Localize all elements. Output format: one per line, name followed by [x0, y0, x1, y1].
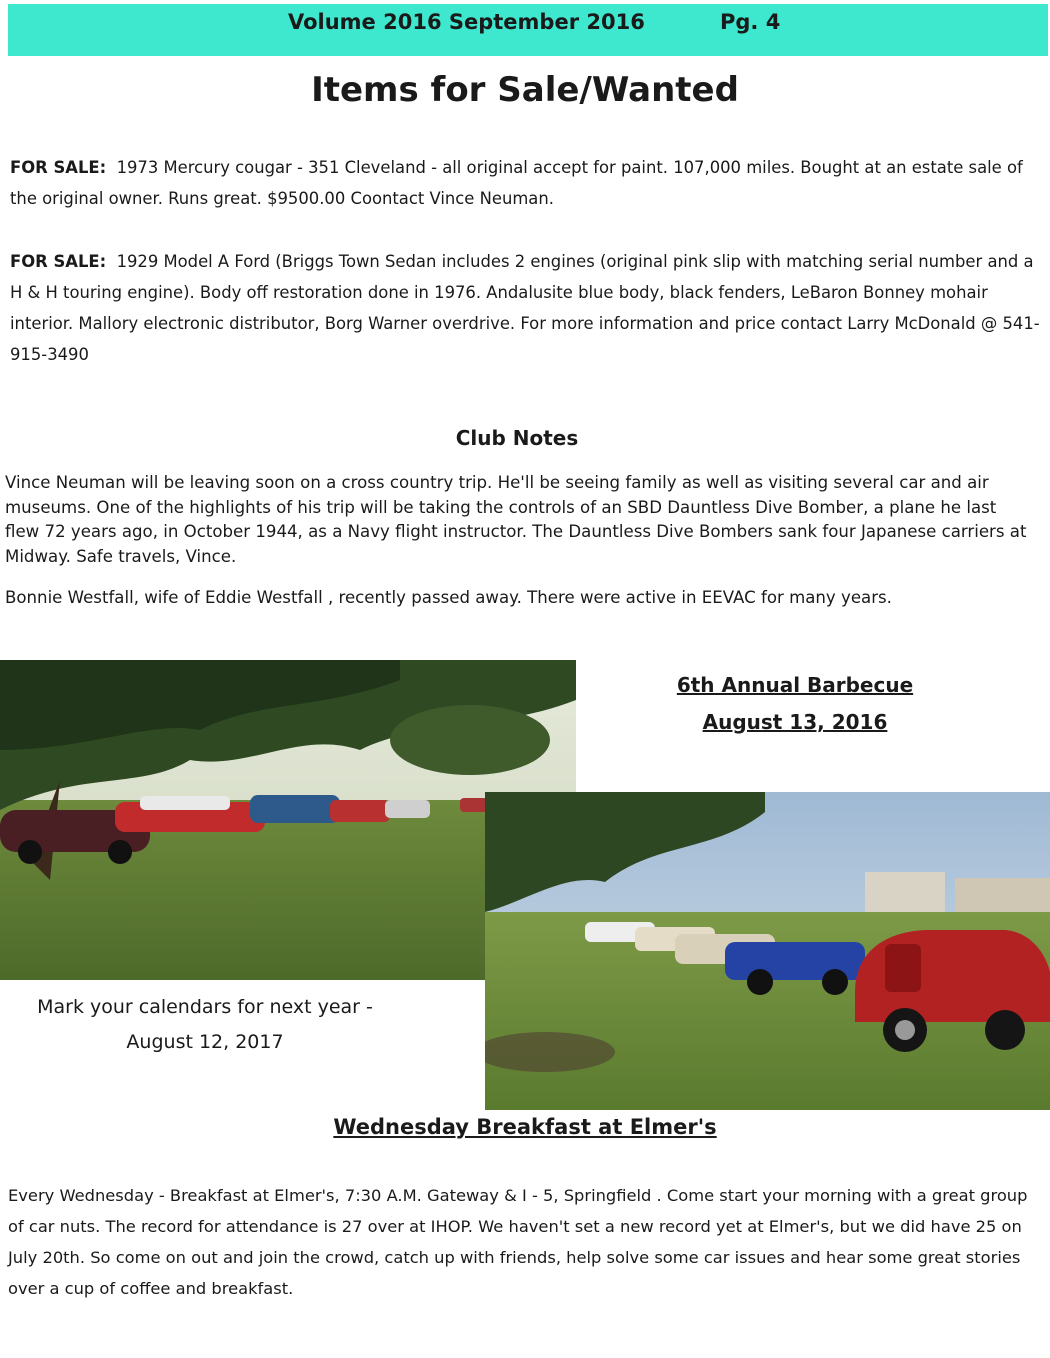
page-title: Items for Sale/Wanted [311, 70, 739, 110]
page-number: Pg. 4 [720, 10, 781, 34]
for-sale-label: FOR SALE: [10, 158, 107, 177]
for-sale-item-2 [10, 246, 1050, 370]
calendar-note: Mark your calendars for next year - August 12, 2017 [37, 996, 373, 1053]
header-bar [8, 4, 1048, 56]
barbecue-date: August 13, 2016 [702, 710, 888, 734]
barbecue-photo-car-lineup [485, 792, 1050, 1110]
for-sale-item-1 [10, 152, 1050, 214]
breakfast-heading: Wednesday Breakfast at Elmer's [333, 1115, 717, 1139]
club-note-2: Bonnie Westfall, wife of Eddie Westfall , recently passed away. There were active in EEVAC for many years. [5, 588, 892, 607]
club-notes-heading: Club Notes [455, 426, 579, 450]
for-sale-text: 1929 Model A Ford (Briggs Town Sedan includes 2 engines (original pink slip with matching serial number and a H & H touring engine). Body off restoration done in 1976. Andalusite blue body, black fenders, LeBaron Bonney mohair interior. Mallory electronic distributor, Borg Warner overdrive. For more information and price contact Larry McDonald @ 541-915-3490 [10, 252, 1040, 364]
barbecue-title: 6th Annual Barbecue [676, 673, 914, 697]
breakfast-text: Every Wednesday - Breakfast at Elmer's, 7:30 A.M. Gateway & I - 5, Springfield . Come start your morning with a great group of car nuts. The record for attendance is 27 over at IHOP. We haven't set a new record yet at Elmer's, but we did have 25 on July 20th. So come on out and join the crowd, catch up with friends, help solve some car issues and hear some great stories over a cup of coffee and breakfast. [8, 1186, 1028, 1298]
for-sale-text: 1973 Mercury cougar - 351 Cleveland - all original accept for paint. 107,000 miles. Bought at an estate sale of the original owner. Runs great. $9500.00 Coontact Vince Neuman. [10, 158, 1023, 208]
for-sale-label: FOR SALE: [10, 252, 107, 271]
club-note-1: Vince Neuman will be leaving soon on a cross country trip. He'll be seeing family as well as visiting several car and air museums. One of the highlights of his trip will be taking the controls of an SBD Dauntless Dive Bomber, a plane he last flew 72 years ago, in October 1944, as a Navy flight instructor. The Dauntless Dive Bombers sank four Japanese carriers at Midway. Safe travels, Vince. [5, 473, 1027, 566]
volume-label: Volume 2016 September 2016 [288, 10, 645, 34]
